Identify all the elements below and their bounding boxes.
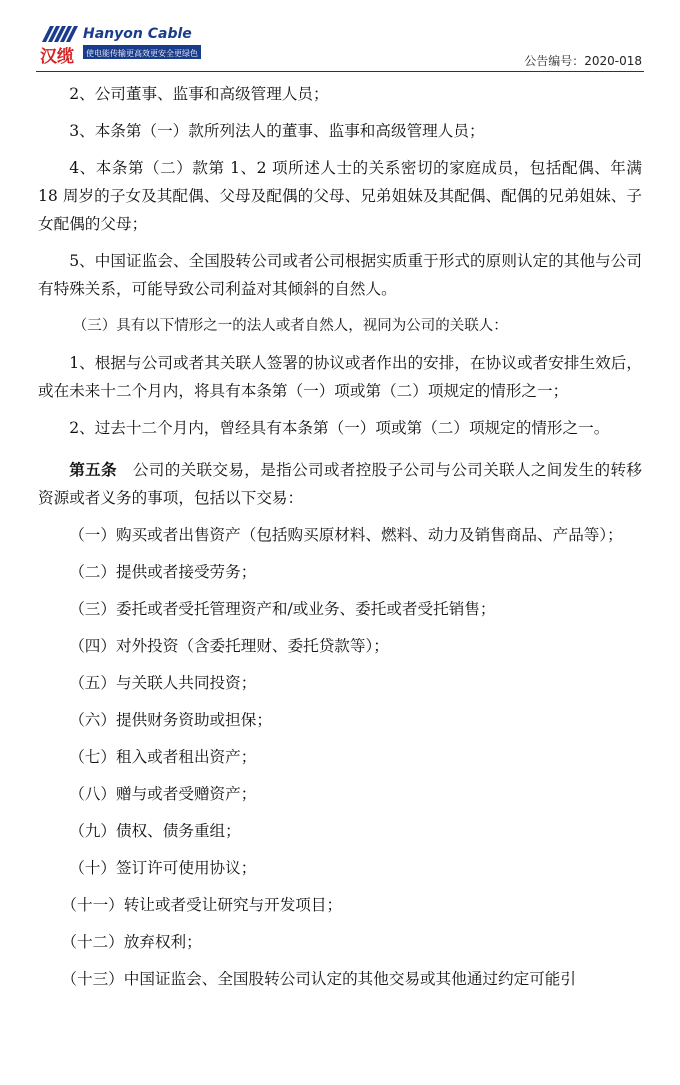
list-item: （五）与关联人共同投资；: [69, 674, 257, 692]
list-item: （十）签订许可使用协议；: [69, 859, 257, 877]
list-item: （十二）放弃权利；: [61, 933, 202, 951]
announcement-number: 公告编号：2020-018: [524, 54, 642, 68]
page-header: [0, 0, 680, 76]
list-item: （七）租入或者租出资产；: [69, 748, 257, 766]
paragraph-1: 2、公司董事、监事和高级管理人员；: [69, 85, 329, 103]
list-item: （一）购买或者出售资产（包括购买原材料、燃料、动力及销售商品、产品等）；: [69, 526, 623, 544]
article-5-title: 第五条: [69, 460, 117, 479]
logo-slogan-text: 使电能传输更高效更安全更绿色: [86, 49, 198, 58]
list-item: （六）提供财务资助或担保；: [69, 711, 272, 729]
logo-en-text: Hanyon Cable: [83, 26, 192, 42]
article-5-text: 公司的关联交易，是指公司或者控股子公司与公司关联人之间发生的转移资源或者义务的事项，包括以下交易：: [38, 461, 642, 507]
logo-cn-text: 汉缆: [40, 47, 74, 67]
paragraph-5: （三）具有以下情形之一的法人或者自然人，视同为公司的关联人：: [72, 318, 508, 334]
article-5: [38, 456, 642, 512]
list-item: （十三）中国证监会、全国股转公司认定的其他交易或其他通过约定可能引: [61, 970, 576, 988]
header-divider: [36, 71, 644, 72]
paragraph-4: 5、中国证监会、全国股转公司或者公司根据实质重于形式的原则认定的其他与公司有特殊关系，可能导致公司利益对其倾斜的自然人。: [38, 252, 642, 298]
paragraph-2: 3、本条第（一）款所列法人的董事、监事和高级管理人员；: [69, 122, 485, 140]
paragraph-6: 1、根据与公司或者其关联人签署的协议或者作出的安排，在协议或者安排生效后，或在未来十二个月内，将具有本条第（一）项或第（二）项规定的情形之一；: [38, 354, 642, 400]
logo-mark-icon: [42, 26, 78, 42]
list-item: （九）债权、债务重组；: [69, 822, 241, 840]
document-body: [38, 80, 642, 1002]
list-item: （十一）转让或者受让研究与开发项目；: [61, 896, 343, 914]
paragraph-7: 2、过去十二个月内，曾经具有本条第（一）项或第（二）项规定的情形之一。: [69, 419, 610, 437]
paragraph-3: 4、本条第（二）款第 1、2 项所述人士的关系密切的家庭成员，包括配偶、年满 18 周岁的子女及其配偶、父母及配偶的父母、兄弟姐妹及其配偶、配偶的兄弟姐妹、子女配偶的父母；: [38, 159, 642, 233]
list-item: （三）委托或者受托管理资产和/或业务、委托或者受托销售；: [69, 600, 496, 618]
list-item: （四）对外投资（含委托理财、委托贷款等）；: [69, 637, 389, 655]
list-item: （八）赠与或者受赠资产；: [69, 785, 257, 803]
list-item: （二）提供或者接受劳务；: [69, 563, 257, 581]
company-logo: [36, 18, 206, 68]
